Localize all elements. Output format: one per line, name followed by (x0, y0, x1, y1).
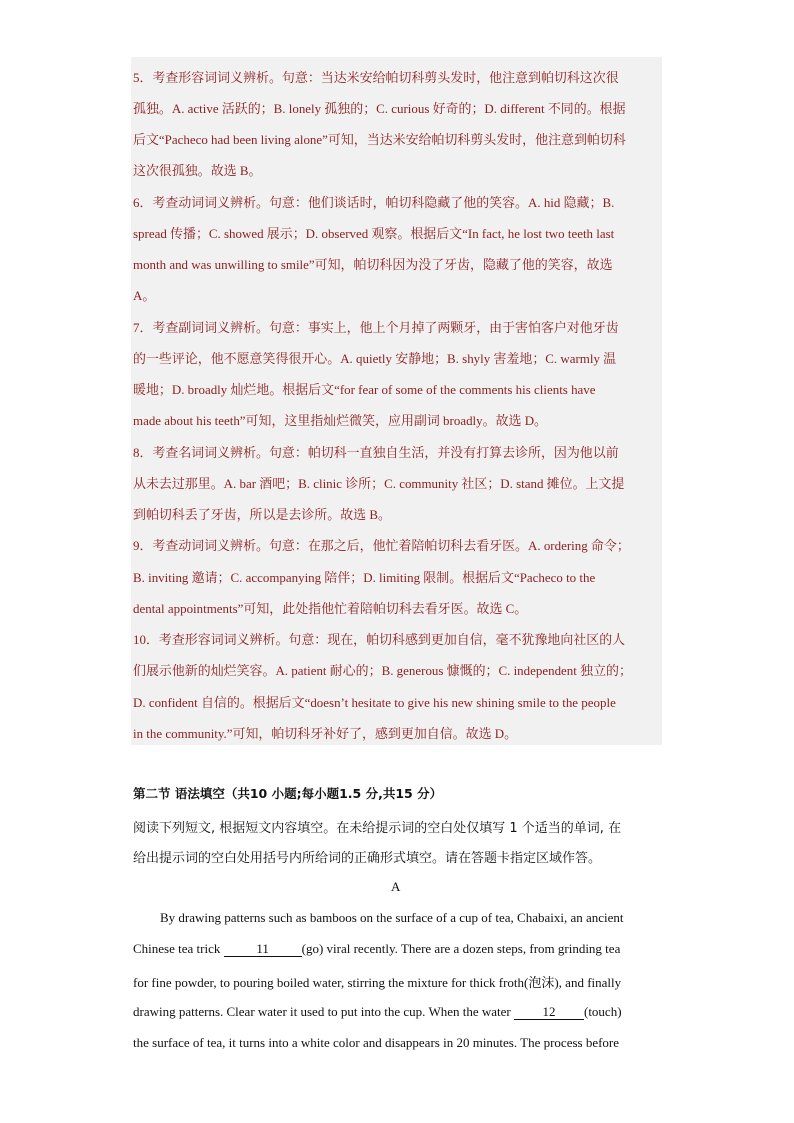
answer-line: in the community.”可知，帕切科牙补好了，感到更加自信。故选 D。 (133, 726, 518, 741)
passage-line (133, 941, 620, 957)
answer-line: 后文“Pacheco had been living alone”可知，当达米安给帕切科剪头发时，他注意到帕切科 (133, 132, 626, 147)
passage-line: By drawing patterns such as bamboos on the surface of a cup of tea, Chabaixi, an ancient (160, 910, 624, 925)
answer-explanations (131, 57, 662, 745)
passage-line: for fine powder, to pouring boiled water, stirring the mixture for thick froth(泡沫), and finally (133, 975, 622, 990)
answer-line: 孤独。A. active 活跃的；B. lonely 孤独的；C. curious 好奇的；D. different 不同的。根据 (133, 101, 626, 116)
answer-line: 6．考查动词词义辨析。句意：他们谈话时，帕切科隐藏了他的笑容。A. hid 隐藏；B. (133, 195, 615, 210)
answer-line: 9．考查动词词义辨析。句意：在那之后，他忙着陪帕切科去看牙医。A. ordering 命令； (133, 538, 630, 553)
section-title: 第二节 语法填空（共10 小题;每小题1.5 分,共15 分） (133, 786, 443, 801)
answer-line: 们展示他新的灿烂笑容。A. patient 耐心的；B. generous 慷慨的；C. independent 独立的； (133, 663, 632, 678)
passage-line (133, 1004, 622, 1020)
answer-line: month and was unwilling to smile”可知，帕切科因为没了牙齿，隐藏了他的笑容，故选 (133, 257, 613, 272)
blank-12[interactable]: 12 (514, 1005, 584, 1020)
instructions-line: 阅读下列短文, 根据短文内容填空。在未给提示词的空白处仅填写 1 个适当的单词, 在 (133, 821, 622, 836)
passage-text: (touch) (583, 1004, 622, 1019)
answer-line: made about his teeth”可知，这里指灿烂微笑，应用副词 broadly。故选 D。 (133, 413, 548, 428)
passage-heading: A (391, 879, 401, 894)
answer-line: B. inviting 邀请；C. accompanying 陪伴；D. limiting 限制。根据后文“Pacheco to the (133, 570, 596, 585)
answer-line: 10．考查形容词词义辨析。句意：现在，帕切科感到更加自信，毫不犹豫地向社区的人 (133, 632, 626, 647)
answer-line: dental appointments”可知，此处指他忙着陪帕切科去看牙医。故选 C。 (133, 601, 528, 616)
instructions-line: 给出提示词的空白处用括号内所给词的正确形式填空。请在答题卡指定区域作答。 (133, 851, 602, 866)
passage-text: Chinese tea trick (133, 941, 224, 956)
answer-line: 的一些评论，他不愿意笑得很开心。A. quietly 安静地；B. shyly 害羞地；C. warmly 温 (133, 351, 617, 366)
answer-line: spread 传播；C. showed 展示；D. observed 观察。根据后文“In fact, he lost two teeth last (133, 226, 615, 241)
answer-line: 7．考查副词词义辨析。句意：事实上，他上个月掉了两颗牙，由于害怕客户对他牙齿 (133, 320, 619, 335)
passage-line: the surface of tea, it turns into a white color and disappears in 20 minutes. The process before (133, 1035, 620, 1050)
blank-11[interactable]: 11 (224, 942, 302, 957)
answer-line: 这次很孤独。故选 B。 (133, 163, 262, 178)
answer-line: 5．考查形容词词义辨析。句意：当达米安给帕切科剪头发时，他注意到帕切科这次很 (133, 70, 619, 85)
passage-text: (go) viral recently. There are a dozen steps, from grinding tea (301, 941, 621, 956)
answer-line: 暖地；D. broadly 灿烂地。根据后文“for fear of some of the comments his clients have (133, 382, 596, 397)
passage-text: drawing patterns. Clear water it used to put into the cup. When the water (133, 1004, 514, 1019)
answer-line: 从未去过那里。A. bar 酒吧；B. clinic 诊所；C. community 社区；D. stand 摊位。上文提 (133, 476, 625, 491)
answer-line: 8．考查名词词义辨析。句意：帕切科一直独自生活，并没有打算去诊所，因为他以前 (133, 445, 619, 460)
answer-line: A。 (133, 288, 156, 303)
answer-line: 到帕切科丢了牙齿，所以是去诊所。故选 B。 (133, 507, 391, 522)
answer-line: D. confident 自信的。根据后文“doesn’t hesitate to give his new shining smile to the people (133, 695, 616, 710)
